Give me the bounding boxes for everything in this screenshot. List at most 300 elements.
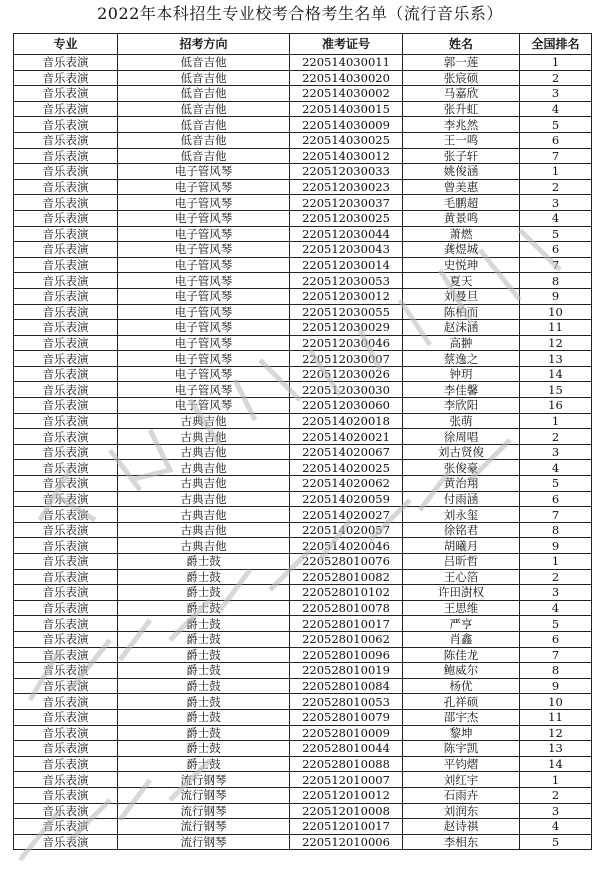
- cell-direction: 爵士鼓: [118, 647, 290, 663]
- cell-name: 黄治翔: [403, 476, 520, 492]
- cell-major: 音乐表演: [14, 86, 118, 102]
- cell-rank: 6: [520, 631, 592, 647]
- cell-exam-number: 220512030012: [290, 288, 403, 304]
- cell-name: 史悦珅: [403, 257, 520, 273]
- cell-major: 音乐表演: [14, 460, 118, 476]
- cell-direction: 流行钢琴: [118, 834, 290, 850]
- cell-direction: 古典吉他: [118, 491, 290, 507]
- table-row: [14, 756, 592, 772]
- cell-name: 严亨: [403, 616, 520, 632]
- cell-direction: 低音吉他: [118, 101, 290, 117]
- cell-major: 音乐表演: [14, 491, 118, 507]
- cell-rank: 14: [520, 756, 592, 772]
- cell-major: 音乐表演: [14, 273, 118, 289]
- header-name: 姓名: [403, 34, 520, 55]
- cell-name: 肖鑫: [403, 631, 520, 647]
- cell-name: 曾美惠: [403, 179, 520, 195]
- cell-rank: 1: [520, 55, 592, 71]
- cell-exam-number: 220528010079: [290, 709, 403, 725]
- page-title: 2022年本科招生专业校考合格考生名单（流行音乐系）: [97, 4, 503, 23]
- cell-name: 李佳馨: [403, 382, 520, 398]
- cell-major: 音乐表演: [14, 164, 118, 180]
- cell-direction: 电子管风琴: [118, 164, 290, 180]
- cell-exam-number: 220528010076: [290, 554, 403, 570]
- cell-major: 音乐表演: [14, 382, 118, 398]
- cell-major: 音乐表演: [14, 351, 118, 367]
- cell-rank: 2: [520, 787, 592, 803]
- table-row: [14, 117, 592, 133]
- cell-exam-number: 220528010082: [290, 569, 403, 585]
- cell-major: 音乐表演: [14, 741, 118, 757]
- table-row: [14, 725, 592, 741]
- table-row: [14, 569, 592, 585]
- cell-rank: 12: [520, 335, 592, 351]
- cell-rank: 15: [520, 382, 592, 398]
- cell-major: 音乐表演: [14, 476, 118, 492]
- cell-rank: 8: [520, 663, 592, 679]
- table-row: [14, 351, 592, 367]
- header-national-rank: 全国排名: [520, 34, 592, 55]
- table-row: [14, 148, 592, 164]
- cell-exam-number: 220514020021: [290, 429, 403, 445]
- cell-rank: 8: [520, 522, 592, 538]
- cell-exam-number: 220512010008: [290, 803, 403, 819]
- cell-name: 陈柏而: [403, 304, 520, 320]
- table-row: [14, 335, 592, 351]
- cell-rank: 3: [520, 86, 592, 102]
- cell-direction: 流行钢琴: [118, 787, 290, 803]
- cell-exam-number: 220512030025: [290, 210, 403, 226]
- cell-name: 刘古贤俊: [403, 444, 520, 460]
- cell-exam-number: 220514030002: [290, 86, 403, 102]
- cell-name: 黄景鸣: [403, 210, 520, 226]
- cell-exam-number: 220512030033: [290, 164, 403, 180]
- cell-major: 音乐表演: [14, 257, 118, 273]
- cell-exam-number: 220514020027: [290, 507, 403, 523]
- cell-exam-number: 220514030009: [290, 117, 403, 133]
- cell-exam-number: 220514030020: [290, 70, 403, 86]
- cell-major: 音乐表演: [14, 429, 118, 445]
- cell-major: 音乐表演: [14, 554, 118, 570]
- table-row: [14, 600, 592, 616]
- cell-direction: 古典吉他: [118, 538, 290, 554]
- table-row: [14, 694, 592, 710]
- cell-name: 高翀: [403, 335, 520, 351]
- cell-exam-number: 220528010017: [290, 616, 403, 632]
- cell-name: 许田澍权: [403, 585, 520, 601]
- cell-direction: 爵士鼓: [118, 694, 290, 710]
- cell-major: 音乐表演: [14, 631, 118, 647]
- results-table: [13, 33, 592, 850]
- cell-rank: 2: [520, 429, 592, 445]
- table-row: [14, 803, 592, 819]
- cell-name: 钟玥: [403, 366, 520, 382]
- cell-exam-number: 220512030046: [290, 335, 403, 351]
- cell-name: 付雨涵: [403, 491, 520, 507]
- cell-rank: 1: [520, 413, 592, 429]
- cell-rank: 9: [520, 678, 592, 694]
- cell-rank: 4: [520, 600, 592, 616]
- cell-major: 音乐表演: [14, 132, 118, 148]
- cell-name: 萧燃: [403, 226, 520, 242]
- cell-name: 张宸硕: [403, 70, 520, 86]
- cell-direction: 爵士鼓: [118, 678, 290, 694]
- table-row: [14, 179, 592, 195]
- table-row: [14, 663, 592, 679]
- cell-exam-number: 220514020062: [290, 476, 403, 492]
- table-row: [14, 787, 592, 803]
- table-row: [14, 834, 592, 850]
- cell-direction: 爵士鼓: [118, 616, 290, 632]
- cell-major: 音乐表演: [14, 507, 118, 523]
- cell-name: 毛鹏超: [403, 195, 520, 211]
- cell-direction: 电子管风琴: [118, 242, 290, 258]
- table-row: [14, 616, 592, 632]
- cell-rank: 16: [520, 398, 592, 414]
- cell-exam-number: 220528010096: [290, 647, 403, 663]
- cell-major: 音乐表演: [14, 179, 118, 195]
- table-row: [14, 164, 592, 180]
- cell-rank: 2: [520, 569, 592, 585]
- table-body: [14, 55, 592, 850]
- cell-rank: 9: [520, 538, 592, 554]
- cell-rank: 7: [520, 647, 592, 663]
- cell-major: 音乐表演: [14, 242, 118, 258]
- cell-direction: 古典吉他: [118, 413, 290, 429]
- cell-rank: 1: [520, 554, 592, 570]
- table-row: [14, 304, 592, 320]
- table-row: [14, 538, 592, 554]
- cell-name: 李兆然: [403, 117, 520, 133]
- cell-name: 平钧熠: [403, 756, 520, 772]
- cell-exam-number: 220514020046: [290, 538, 403, 554]
- cell-rank: 4: [520, 819, 592, 835]
- cell-rank: 13: [520, 741, 592, 757]
- cell-name: 孔祥硕: [403, 694, 520, 710]
- header-major: 专业: [14, 34, 118, 55]
- cell-rank: 2: [520, 179, 592, 195]
- cell-exam-number: 220514020025: [290, 460, 403, 476]
- cell-direction: 爵士鼓: [118, 585, 290, 601]
- cell-name: 张萌: [403, 413, 520, 429]
- cell-direction: 爵士鼓: [118, 600, 290, 616]
- table-row: [14, 678, 592, 694]
- cell-exam-number: 220528010019: [290, 663, 403, 679]
- cell-direction: 电子管风琴: [118, 382, 290, 398]
- table-row: [14, 210, 592, 226]
- cell-major: 音乐表演: [14, 772, 118, 788]
- cell-direction: 电子管风琴: [118, 273, 290, 289]
- cell-major: 音乐表演: [14, 444, 118, 460]
- table-row: [14, 366, 592, 382]
- cell-direction: 古典吉他: [118, 429, 290, 445]
- cell-direction: 电子管风琴: [118, 335, 290, 351]
- cell-major: 音乐表演: [14, 600, 118, 616]
- cell-direction: 低音吉他: [118, 55, 290, 71]
- cell-exam-number: 220528010078: [290, 600, 403, 616]
- cell-name: 夏天: [403, 273, 520, 289]
- table-row: [14, 476, 592, 492]
- cell-name: 张俊豪: [403, 460, 520, 476]
- cell-direction: 爵士鼓: [118, 709, 290, 725]
- cell-direction: 电子管风琴: [118, 351, 290, 367]
- cell-exam-number: 220514030011: [290, 55, 403, 71]
- cell-exam-number: 220512010017: [290, 819, 403, 835]
- cell-major: 音乐表演: [14, 787, 118, 803]
- cell-direction: 低音吉他: [118, 132, 290, 148]
- cell-direction: 流行钢琴: [118, 803, 290, 819]
- cell-major: 音乐表演: [14, 304, 118, 320]
- cell-direction: 低音吉他: [118, 86, 290, 102]
- cell-name: 李欣阳: [403, 398, 520, 414]
- cell-name: 马嘉欣: [403, 86, 520, 102]
- cell-rank: 11: [520, 709, 592, 725]
- cell-exam-number: 220512030023: [290, 179, 403, 195]
- cell-exam-number: 220528010053: [290, 694, 403, 710]
- cell-rank: 4: [520, 460, 592, 476]
- cell-major: 音乐表演: [14, 55, 118, 71]
- cell-exam-number: 220512030037: [290, 195, 403, 211]
- cell-major: 音乐表演: [14, 288, 118, 304]
- cell-major: 音乐表演: [14, 819, 118, 835]
- cell-name: 赵沫涵: [403, 320, 520, 336]
- cell-direction: 电子管风琴: [118, 195, 290, 211]
- cell-major: 音乐表演: [14, 725, 118, 741]
- cell-exam-number: 220512030043: [290, 242, 403, 258]
- cell-exam-number: 220512030060: [290, 398, 403, 414]
- cell-major: 音乐表演: [14, 210, 118, 226]
- table-row: [14, 398, 592, 414]
- cell-direction: 低音吉他: [118, 117, 290, 133]
- table-row: [14, 242, 592, 258]
- cell-major: 音乐表演: [14, 70, 118, 86]
- cell-exam-number: 220514030012: [290, 148, 403, 164]
- cell-name: 郭一莲: [403, 55, 520, 71]
- cell-direction: 电子管风琴: [118, 226, 290, 242]
- cell-direction: 爵士鼓: [118, 569, 290, 585]
- cell-name: 刘润东: [403, 803, 520, 819]
- cell-direction: 爵士鼓: [118, 554, 290, 570]
- table-row: [14, 226, 592, 242]
- cell-direction: 古典吉他: [118, 522, 290, 538]
- cell-name: 黎坤: [403, 725, 520, 741]
- cell-exam-number: 220528010084: [290, 678, 403, 694]
- cell-direction: 爵士鼓: [118, 631, 290, 647]
- cell-rank: 5: [520, 226, 592, 242]
- table-row: [14, 772, 592, 788]
- cell-exam-number: 220512010012: [290, 787, 403, 803]
- cell-exam-number: 220528010062: [290, 631, 403, 647]
- table-row: [14, 741, 592, 757]
- cell-direction: 电子管风琴: [118, 304, 290, 320]
- cell-name: 刘红宇: [403, 772, 520, 788]
- cell-direction: 低音吉他: [118, 148, 290, 164]
- cell-name: 杨优: [403, 678, 520, 694]
- cell-direction: 流行钢琴: [118, 819, 290, 835]
- cell-exam-number: 220512030055: [290, 304, 403, 320]
- cell-direction: 爵士鼓: [118, 663, 290, 679]
- table-row: [14, 709, 592, 725]
- cell-direction: 流行钢琴: [118, 772, 290, 788]
- header-exam-number: 准考证号: [290, 34, 403, 55]
- cell-rank: 10: [520, 304, 592, 320]
- cell-major: 音乐表演: [14, 834, 118, 850]
- cell-major: 音乐表演: [14, 647, 118, 663]
- cell-rank: 6: [520, 132, 592, 148]
- cell-name: 刘曼旦: [403, 288, 520, 304]
- cell-major: 音乐表演: [14, 320, 118, 336]
- table-row: [14, 460, 592, 476]
- cell-name: 邵宇杰: [403, 709, 520, 725]
- cell-exam-number: 220514020057: [290, 522, 403, 538]
- cell-direction: 爵士鼓: [118, 756, 290, 772]
- cell-major: 音乐表演: [14, 663, 118, 679]
- cell-name: 徐周唱: [403, 429, 520, 445]
- table-row: [14, 554, 592, 570]
- table-row: [14, 288, 592, 304]
- table-row: [14, 273, 592, 289]
- cell-rank: 3: [520, 803, 592, 819]
- cell-rank: 2: [520, 70, 592, 86]
- cell-exam-number: 220512030044: [290, 226, 403, 242]
- cell-direction: 电子管风琴: [118, 288, 290, 304]
- cell-exam-number: 220512030030: [290, 382, 403, 398]
- cell-name: 石雨卉: [403, 787, 520, 803]
- cell-direction: 古典吉他: [118, 460, 290, 476]
- cell-rank: 5: [520, 834, 592, 850]
- cell-name: 蔡逸之: [403, 351, 520, 367]
- cell-major: 音乐表演: [14, 148, 118, 164]
- table-row: [14, 522, 592, 538]
- cell-rank: 4: [520, 210, 592, 226]
- table-row: [14, 819, 592, 835]
- table-row: [14, 647, 592, 663]
- table-row: [14, 195, 592, 211]
- cell-exam-number: 220512030029: [290, 320, 403, 336]
- cell-exam-number: 220512030053: [290, 273, 403, 289]
- cell-rank: 7: [520, 507, 592, 523]
- cell-exam-number: 220512030014: [290, 257, 403, 273]
- table-row: [14, 132, 592, 148]
- table-row: [14, 507, 592, 523]
- cell-exam-number: 220514020059: [290, 491, 403, 507]
- cell-direction: 低音吉他: [118, 70, 290, 86]
- table-row: [14, 320, 592, 336]
- cell-rank: 12: [520, 725, 592, 741]
- cell-rank: 1: [520, 772, 592, 788]
- cell-exam-number: 220512030026: [290, 366, 403, 382]
- cell-rank: 6: [520, 491, 592, 507]
- cell-exam-number: 220528010088: [290, 756, 403, 772]
- header-direction: 招考方向: [118, 34, 290, 55]
- table-row: [14, 55, 592, 71]
- cell-major: 音乐表演: [14, 569, 118, 585]
- cell-name: 王思维: [403, 600, 520, 616]
- cell-name: 李相东: [403, 834, 520, 850]
- table-header-row: [14, 34, 592, 55]
- cell-major: 音乐表演: [14, 538, 118, 554]
- cell-name: 陈宇凯: [403, 741, 520, 757]
- cell-major: 音乐表演: [14, 522, 118, 538]
- cell-name: 刘永玺: [403, 507, 520, 523]
- table-row: [14, 491, 592, 507]
- cell-name: 张升虹: [403, 101, 520, 117]
- cell-major: 音乐表演: [14, 803, 118, 819]
- table-row: [14, 413, 592, 429]
- cell-direction: 古典吉他: [118, 507, 290, 523]
- cell-direction: 古典吉他: [118, 444, 290, 460]
- table-row: [14, 444, 592, 460]
- cell-name: 赵诗祺: [403, 819, 520, 835]
- cell-rank: 5: [520, 476, 592, 492]
- cell-name: 龚煜城: [403, 242, 520, 258]
- cell-rank: 3: [520, 585, 592, 601]
- cell-direction: 古典吉他: [118, 476, 290, 492]
- table-row: [14, 429, 592, 445]
- cell-rank: 5: [520, 117, 592, 133]
- cell-rank: 1: [520, 164, 592, 180]
- cell-direction: 爵士鼓: [118, 725, 290, 741]
- cell-rank: 9: [520, 288, 592, 304]
- cell-rank: 5: [520, 616, 592, 632]
- cell-exam-number: 220512010006: [290, 834, 403, 850]
- cell-rank: 11: [520, 320, 592, 336]
- table-row: [14, 257, 592, 273]
- cell-rank: 6: [520, 242, 592, 258]
- cell-exam-number: 220514030015: [290, 101, 403, 117]
- table-row: [14, 70, 592, 86]
- cell-direction: 爵士鼓: [118, 741, 290, 757]
- cell-rank: 13: [520, 351, 592, 367]
- cell-exam-number: 220514030025: [290, 132, 403, 148]
- cell-name: 王一鸣: [403, 132, 520, 148]
- cell-major: 音乐表演: [14, 335, 118, 351]
- cell-direction: 电子管风琴: [118, 366, 290, 382]
- cell-major: 音乐表演: [14, 585, 118, 601]
- cell-major: 音乐表演: [14, 195, 118, 211]
- table-row: [14, 86, 592, 102]
- cell-exam-number: 220528010009: [290, 725, 403, 741]
- cell-direction: 电子管风琴: [118, 210, 290, 226]
- cell-name: 鲍威尔: [403, 663, 520, 679]
- cell-major: 音乐表演: [14, 226, 118, 242]
- cell-exam-number: 220512010007: [290, 772, 403, 788]
- table-row: [14, 101, 592, 117]
- cell-direction: 电子管风琴: [118, 398, 290, 414]
- cell-name: 姚俊涵: [403, 164, 520, 180]
- cell-major: 音乐表演: [14, 678, 118, 694]
- cell-name: 陈佳龙: [403, 647, 520, 663]
- cell-name: 吕昕哲: [403, 554, 520, 570]
- cell-major: 音乐表演: [14, 709, 118, 725]
- cell-rank: 7: [520, 257, 592, 273]
- cell-name: 王心箔: [403, 569, 520, 585]
- cell-exam-number: 220514020067: [290, 444, 403, 460]
- cell-rank: 10: [520, 694, 592, 710]
- cell-rank: 14: [520, 366, 592, 382]
- cell-name: 胡曦月: [403, 538, 520, 554]
- cell-direction: 电子管风琴: [118, 257, 290, 273]
- cell-major: 音乐表演: [14, 756, 118, 772]
- cell-exam-number: 220528010044: [290, 741, 403, 757]
- cell-major: 音乐表演: [14, 101, 118, 117]
- cell-major: 音乐表演: [14, 616, 118, 632]
- table-row: [14, 631, 592, 647]
- cell-exam-number: 220514020018: [290, 413, 403, 429]
- cell-rank: 7: [520, 148, 592, 164]
- cell-exam-number: 220528010102: [290, 585, 403, 601]
- cell-major: 音乐表演: [14, 413, 118, 429]
